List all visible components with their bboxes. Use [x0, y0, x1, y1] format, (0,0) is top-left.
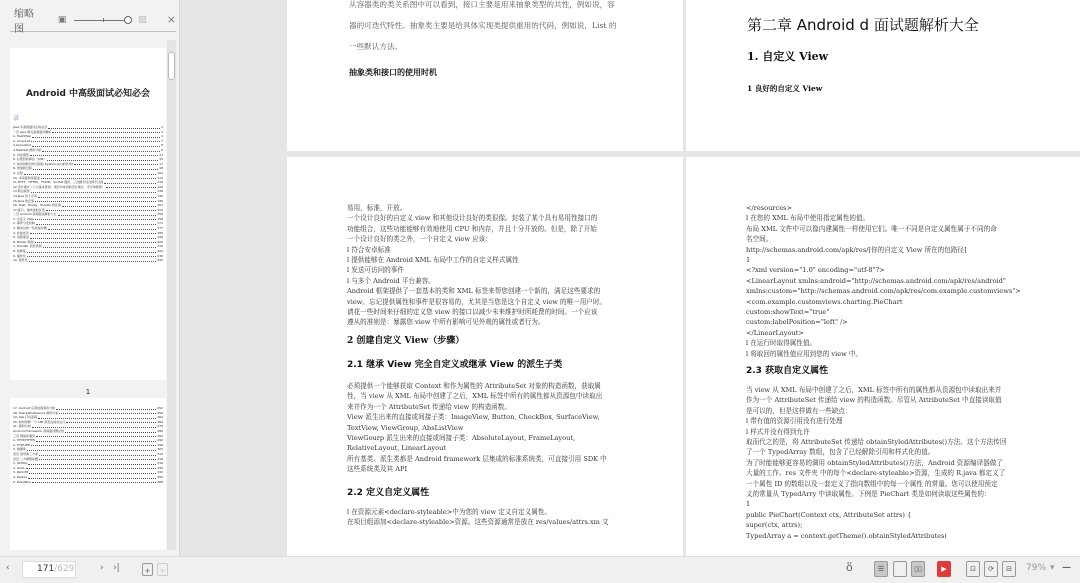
play-icon[interactable]: ▶ [937, 561, 951, 577]
chapter-title: 第二章 Android d 面试题解析大全 [747, 16, 979, 34]
toc-entry-page: 9 [161, 147, 163, 152]
text-line: 一些默认方法。 [349, 42, 403, 51]
sidebar-header [10, 8, 176, 35]
section-heading: 2.2 定义自定义属性 [347, 488, 430, 498]
text-line: 义的常量从 TypedArry 中读取属性。下例是 PieChart 类是如何读取这些属性的： [746, 490, 991, 499]
toc-leader [59, 411, 156, 415]
toc-entry-title: 四章 常用第三方库 [13, 451, 38, 456]
toc-entry-title: 16. final、finally、finalize 的区别 [13, 203, 61, 208]
toc-entry-page: 342 [157, 470, 163, 475]
toc-heading: 录 [13, 115, 20, 122]
toc-entry-title: 20. 如何判断一个 APP 是否在前台运行 [13, 419, 66, 424]
zoom-dropdown-icon[interactable]: ▾ [1050, 563, 1055, 573]
toc-entry-title: 18. SharedPreference 源码分析 [13, 410, 59, 415]
body-text [349, 0, 616, 57]
text-line: 遵从的准则是：暴露您 view 中所有影响可见外观的属性或者行为。 [347, 318, 545, 327]
toc-entry-page: 330 [157, 465, 163, 470]
text-line: l 发送可访问的事件 [347, 266, 404, 275]
text-line: l 与多个 Android 平台兼容。 [347, 276, 435, 285]
body-text [347, 203, 606, 328]
text-line: 取而代之的是，将 AttributeSet 传递给 obtainStyledAttributes()方法。这个方法传回 [746, 438, 1007, 447]
toc-leader [106, 185, 156, 189]
toc-entry-title: 2. TCP/UDP [13, 442, 30, 447]
thumbnail-page-number: 1 [85, 388, 91, 396]
text-line: http://schemas.android.com/apk/res/[你的自定义 View 所在的包路径] [746, 245, 967, 254]
toc-leader [30, 235, 156, 239]
text-line: </LinearLayout> [746, 328, 804, 337]
toc-entry-page: 171 [157, 221, 163, 226]
toc-leader [46, 208, 156, 212]
toc-entry-page: 18 [159, 166, 163, 171]
text-line: </resources> [746, 204, 793, 212]
thumbnail-title: Android 中高级面试必知必会 [25, 89, 151, 99]
toc-entry-page: 152 [157, 207, 163, 212]
toc-entry-title: 3. 解决过的一些性能问题 [13, 226, 47, 231]
page-number-input[interactable] [22, 561, 76, 578]
toc-entry-title: 19. apk 打包流程 [13, 415, 38, 420]
text-line: 了一个 TypedArray 数组，包含了已经解除引用和样式化的值。 [746, 448, 935, 457]
toc-entry-title: Android Framework 高频面试题总结 [13, 428, 65, 433]
text-line: 一个设计良好的自定义 view 和其他设计良好的类很像。封装了某个具有易用性接口的 [347, 214, 598, 223]
toc-entry-page: 222 [157, 249, 163, 254]
sidebar-title: 缩略图 [14, 8, 34, 35]
continuous-view-icon[interactable]: ☰ [874, 561, 888, 577]
text-line: l 提供能够在 Android XML 布局中工作的自定义样式属性 [347, 256, 519, 265]
toc-entry-title: 4.HashSet 源码分析 [13, 147, 42, 152]
thumbnail-toc [13, 113, 163, 263]
toc-leader [58, 212, 157, 216]
toc-entry-page: 280 [157, 428, 163, 433]
toc-entry-page: 7 [161, 138, 163, 143]
text-line: 来并作为一个 AttributeSet 传递给 view 的构造函数。 [347, 402, 511, 411]
toc-entry-page: 252 [157, 406, 163, 410]
eye-protection-icon[interactable]: ὅ [846, 561, 853, 574]
toc-leader [27, 254, 156, 258]
text-line: public PieChart(Context ctx, AttributeSet attrs) { [746, 510, 912, 519]
text-line: l 在运行时取得属性值。 [746, 339, 817, 348]
toc-entry-title: 2. 事件分发机制 [13, 221, 35, 226]
sidebar-scrollbar[interactable] [167, 40, 176, 550]
toc-entry-title: 5. EventBus [13, 479, 31, 484]
prev-page-icon[interactable]: ‹ [6, 563, 10, 573]
section-title: 1. 自定义 View [747, 50, 829, 63]
toc-entry-page: 215 [157, 244, 163, 249]
toc-leader [30, 231, 156, 235]
text-line: custom:showText="true" [746, 308, 830, 317]
text-line: 所有基类、派生类都是 Android framework 层集成的标准系统类，可直接引用 SDK 中 [347, 454, 607, 463]
single-page-icon[interactable] [893, 561, 907, 577]
toc-entry-page: 146 [157, 198, 163, 203]
toc-leader [65, 429, 156, 433]
toc-entry-page: 1 [161, 129, 163, 134]
text-line: 从容器类的类关系图中可以看到，接口主要是用来抽象类型的共性，例如说，容 [349, 0, 615, 9]
toc-entry-page: 156 [157, 212, 163, 217]
toc-entry-page: 140 [157, 193, 163, 198]
text-line: 大量的工作。res 文件夹 中的每个<declare-styleable>资源，生成的 R.java 都定义了 [746, 469, 1006, 478]
toc-leader [24, 171, 156, 175]
toc-leader [38, 415, 156, 419]
large-thumbnail-icon[interactable]: ▨ [138, 14, 147, 25]
toc-leader [74, 162, 158, 166]
toc-entry-title: 3. Retrofit [13, 470, 28, 475]
text-line: View 派生出来的直接或间接子类：ImageView, Button, CheckBox, SurfaceView, [347, 413, 600, 422]
current-page: 171 [37, 564, 55, 574]
toc-entry-page: 355 [157, 474, 163, 479]
toc-entry-page: 120 [157, 184, 163, 189]
text-line: 在项目组添加<declare-styleable>资源。这些资源通常是放在 res/values/attrs.xm 文 [347, 518, 609, 527]
toc-entry-title: 17.接口、抽象类的区别 [13, 207, 45, 212]
zoom-level[interactable]: 79% [1026, 563, 1047, 573]
toc-leader [104, 180, 156, 184]
toc-leader [56, 406, 156, 410]
toc-entry-page: 236 [157, 253, 163, 258]
rotate-icon[interactable]: ⟳ [984, 561, 998, 577]
toc-entry-page: 151 [157, 203, 163, 208]
text-line: 器的可迭代特性。抽象类主要是给具体实现类提供重用的代码，例如说，List 的 [349, 21, 617, 30]
text-line: <LinearLayout xmlns:android="http://schemas.android.com/apk/res/android" [746, 276, 1006, 285]
thumbnail-toc [13, 406, 163, 484]
toc-entry-title: 12.设计模式（六大基本原则、项目中常用的设计模式、手写单例等） [13, 184, 105, 189]
body-text [746, 385, 1006, 541]
toc-entry-title: 4. 性能优化 [13, 230, 29, 235]
toc-entry-page: 15 [159, 157, 163, 162]
two-page-icon[interactable]: ▯▯ [911, 561, 925, 577]
toc-leader [29, 258, 157, 262]
add-page-icon[interactable]: + [157, 563, 168, 576]
text-line: 布局 XML 文件中可以像内建属性一样使用它们。唯一不同是自定义属性属于不同的命 [746, 224, 997, 233]
text-line: Android 框架提供了一套基本的类和 XML 标签来帮您创建一个新的，满足这些要求的 [347, 287, 601, 296]
text-line: 一个设计良好的类之外，一个自定义 view 应该： [347, 235, 492, 244]
fit-width-icon[interactable]: ⊡ [966, 561, 980, 577]
text-line: l 在资源元素<declare-styleable>中为您的 view 定义自定义属性。 [347, 508, 551, 516]
text-line: 当 view 从 XML 布局中创建了之后，XML 标签中所有的属性都从资源包中读取出来并 [746, 386, 1002, 394]
toc-leader [31, 139, 160, 143]
page-top-left [287, 0, 683, 151]
text-line: 功能组合，这些功能能够有效地使用 CPU 和内存，并且十分开放的。但是，除了开始 [347, 224, 597, 233]
fit-height-icon[interactable]: ⊟ [1002, 561, 1016, 577]
text-line: view。忘记提供属性和事件是很容易的，尤其是当您是这个自定义 view 的唯一用户时。 [347, 297, 607, 306]
text-line: l 将取回的属性值应用到您的 view 中。 [746, 349, 863, 358]
toc-leader [28, 461, 156, 465]
toc-entry-page: 292 [157, 433, 163, 438]
toc-entry[interactable] [13, 258, 163, 263]
toc-entry-title: 10. 多线程和线程池 [13, 175, 40, 180]
toc-entry-title: 2. Glide [13, 465, 25, 470]
text-line: <com.example.customviews.charting.PieChart [746, 297, 903, 306]
subsection-title: 1 良好的自定义 View [747, 84, 823, 93]
toc-entry-title: 4. RxJava [13, 474, 28, 479]
text-line: TextView, ViewGroup, AbsListView [347, 423, 464, 432]
text-line: 是可以的，但是这样做有一些缺点： [746, 406, 852, 415]
page-bottom-left [287, 157, 683, 556]
toc-entry-page: 112 [157, 175, 163, 180]
toc-entry-page: 185 [157, 230, 163, 235]
toc-entry-title: 2. ArrayList [13, 138, 31, 143]
toc-entry-title: 8. 热修复 [13, 249, 26, 254]
toc-entry-title: 9. 插件化 [13, 253, 26, 258]
text-line: 请花一些时间来仔细的定义您 view 的接口以减少未来维护时所耗费的时间。一个应该 [347, 308, 598, 317]
text-line: 这些系统类及其 API [347, 465, 408, 474]
scrollbar-thumb[interactable] [168, 52, 175, 80]
toc-leader [47, 157, 158, 161]
thumbnail-size-slider[interactable] [74, 15, 132, 25]
toc-entry-title: 17. Android 应用进程和包分析 [13, 406, 56, 410]
toc-entry-title: 1. HTTP/HTTPS [13, 438, 36, 443]
toc-entry-title: 10. 组件化 [13, 258, 28, 263]
toc-entry-title: 21. 源码分析 [13, 424, 31, 429]
toc-entry-page: 262 [157, 415, 163, 420]
toc-entry-page: 116 [157, 180, 163, 185]
text-line: l 在您的 XML 布局中使用指定属性的值。 [746, 214, 870, 223]
toc-leader [28, 475, 156, 479]
toc-entry-page: 292 [157, 438, 163, 443]
thumbnail-page-2[interactable] [10, 398, 166, 550]
text-line: 一个属性 ID 的数组以及一套定义了指向数组中的每一个属性 的常量。您可以使用预定 [746, 479, 998, 488]
toc-entry-title: 13.断点续传 [13, 189, 30, 194]
text-line: 名空间。 [746, 235, 773, 244]
section-heading: 抽象类和接口的使用时机 [349, 68, 437, 77]
text-line: 为了时能能够更容易的调用 obtainStyledAttributes()方法，Android 资源编译器做了 [746, 458, 1003, 467]
thumbnail-page-1[interactable] [10, 48, 166, 396]
toc-entry-title: 6. 垃圾回收算法（JVM） [13, 157, 47, 162]
toc-leader [48, 125, 160, 129]
toc-entry-page: 316 [157, 461, 163, 466]
toc-entry-title: 14.Java 四大引用 [13, 193, 38, 198]
toc-entry-title: 四章 三方框架问题 [13, 456, 38, 461]
toc-leader [31, 443, 157, 447]
status-bar [0, 556, 1080, 583]
body-text [347, 507, 609, 528]
text-line: 作为一个 AttributeSet 传递给 view 的构造函数。尽管从 AttributeSet 中直接读取值 [746, 396, 1002, 405]
text-line: l 样式并没有得到允许 [746, 427, 810, 436]
toc-entry-title: 三章 网络和通讯 [13, 433, 35, 438]
toc-entry-title: 9. 反射 [13, 170, 23, 175]
text-line: 1 [746, 256, 751, 265]
toc-leader [62, 203, 156, 207]
toc-entry-page: 177 [157, 226, 163, 231]
toc-leader [32, 134, 160, 138]
toc-entry-page: 310 [157, 451, 163, 456]
toc-entry-title: 11.HTTP、HTTPS、TCP/IP、Socket 通讯、三次握手四次挥手过程 [13, 180, 104, 185]
toc-leader [29, 470, 156, 474]
toc-entry-page: 156 [157, 216, 163, 221]
text-line: custom:labelPosition="left" /> [746, 318, 848, 327]
toc-entry-page: 305 [157, 447, 163, 452]
page-top-right [686, 0, 1080, 151]
toc-entry-page: 258 [157, 410, 163, 415]
text-line: ViewGourp 派生出来的直接或间接子类：AbsoluteLayout, FrameLayout, [347, 434, 576, 443]
body-text [746, 203, 1021, 359]
toc-entry-page: 266 [157, 419, 163, 424]
close-icon[interactable]: × [166, 13, 176, 26]
toc-leader [39, 452, 156, 456]
thumbnail-sidebar [0, 0, 180, 556]
toc-entry-page: 270 [157, 424, 163, 429]
toc-leader [32, 143, 160, 147]
toc-entry-title: 3. 数据库 [13, 447, 26, 452]
fit-page-icon[interactable]: + [142, 563, 153, 576]
section-heading: 2 创建自定义 View（步骤） [347, 336, 465, 346]
toc-entry-title: 15.Java 的泛型 [13, 198, 35, 203]
toc-entry-title: 8. 类加载过程 [13, 166, 32, 171]
toc-entry-title: Java 中高级面试必知必会 [13, 125, 48, 129]
text-line: 性，当 view 从 XML 布局中创建了之后，XML 标签中所有的属性都从资源包中读取出 [347, 392, 603, 401]
toc-entry-page: 138 [157, 189, 163, 194]
toc-leader [39, 457, 156, 461]
toc-entry-title: 7. 如何判断对象可回收 System.gc()的作用? [13, 161, 74, 166]
section-heading: 2.1 继承 View 完全自定义或继承 View 的派生子类 [347, 360, 563, 370]
text-line: <?xml version="1.0" encoding="utf-8"?> [746, 266, 885, 275]
toc-entry-title: 1. HashMap [13, 134, 31, 139]
toc-entry-title: 二章 Android 高频面试解析大全 [13, 212, 57, 217]
text-line: 1 [746, 500, 751, 509]
toc-entry-title: 3.LinkedList [13, 143, 31, 148]
toc-entry-page: 11 [159, 152, 163, 157]
toc-entry-page: 298 [157, 442, 163, 447]
toc-entry[interactable] [13, 480, 163, 485]
toc-entry-page: 102 [157, 170, 163, 175]
total-pages: /629 [54, 564, 75, 574]
toc-leader [41, 176, 157, 180]
toc-entry-title: 1. OkHttp [13, 461, 28, 466]
toc-leader [36, 434, 156, 438]
toc-entry-page: 17 [159, 161, 163, 166]
zoom-out-icon[interactable]: — [1062, 563, 1071, 573]
toc-entry-page: 368 [157, 479, 163, 484]
toc-entry-title: 1. 自定义 View [13, 216, 34, 221]
toc-entry-page: 8 [161, 143, 163, 148]
body-text [347, 381, 607, 475]
toc-entry-title: 6. Binder 机制 [13, 239, 34, 244]
last-page-icon[interactable]: ›| [113, 563, 120, 573]
toc-entry-page: 206 [157, 239, 163, 244]
text-line: TypedArray a = context.getTheme().obtainStyledAttributes( [746, 531, 948, 540]
text-line: xmlns:custom="http://schemas.android.com/apk/res/com.example.customviews"> [746, 287, 1021, 296]
toc-entry-title: 5. 内存模型 [13, 152, 29, 157]
toc-leader [36, 221, 156, 225]
toc-leader [43, 244, 157, 248]
toc-leader [48, 226, 156, 230]
toc-entry-title: 7. Handler 消息机制 [13, 244, 42, 249]
text-line: l 符合安卓标准 [347, 245, 391, 254]
toc-leader [35, 240, 157, 244]
text-line: l 带有值的资源引用没有进行处理 [746, 417, 843, 426]
toc-leader [31, 189, 156, 193]
toc-entry-page: 196 [157, 235, 163, 240]
next-page-icon[interactable]: › [100, 563, 104, 573]
toc-leader [33, 166, 158, 170]
page-bottom-right [686, 157, 1080, 556]
toc-leader [27, 249, 156, 253]
toc-leader [36, 438, 156, 442]
text-line: super(ctx, attrs); [746, 521, 803, 530]
toc-entry-title: 一章 Java 相关高频面试解析 [13, 129, 52, 134]
toc-leader [52, 130, 160, 134]
toc-leader [38, 194, 156, 198]
text-line: 易用，标准，开放。 [347, 204, 407, 212]
toc-leader [35, 217, 156, 221]
toc-entry-page: 1 [161, 134, 163, 139]
text-line: 必须提供一个能够获取 Context 和作为属性的 AttributeSet 对象的构造函数，获取属 [347, 382, 601, 390]
toc-leader [35, 199, 156, 203]
toc-leader [42, 148, 160, 152]
toc-entry-page: 245 [157, 258, 163, 263]
toc-leader [66, 420, 156, 424]
toc-entry-title: 5. 进程保活 [13, 235, 29, 240]
toc-leader [32, 424, 157, 428]
section-heading: 2.3 获取自定义属性 [746, 366, 829, 376]
toc-leader [32, 480, 156, 484]
toc-leader [30, 153, 158, 157]
small-thumbnail-icon[interactable]: ▣ [57, 14, 67, 25]
toc-entry-page: 1 [161, 125, 163, 129]
toc-leader [27, 447, 156, 451]
toc-entry-page: 316 [157, 456, 163, 461]
toc-leader [26, 466, 157, 470]
text-line: RelativeLayout, LinearLayout [347, 444, 447, 453]
